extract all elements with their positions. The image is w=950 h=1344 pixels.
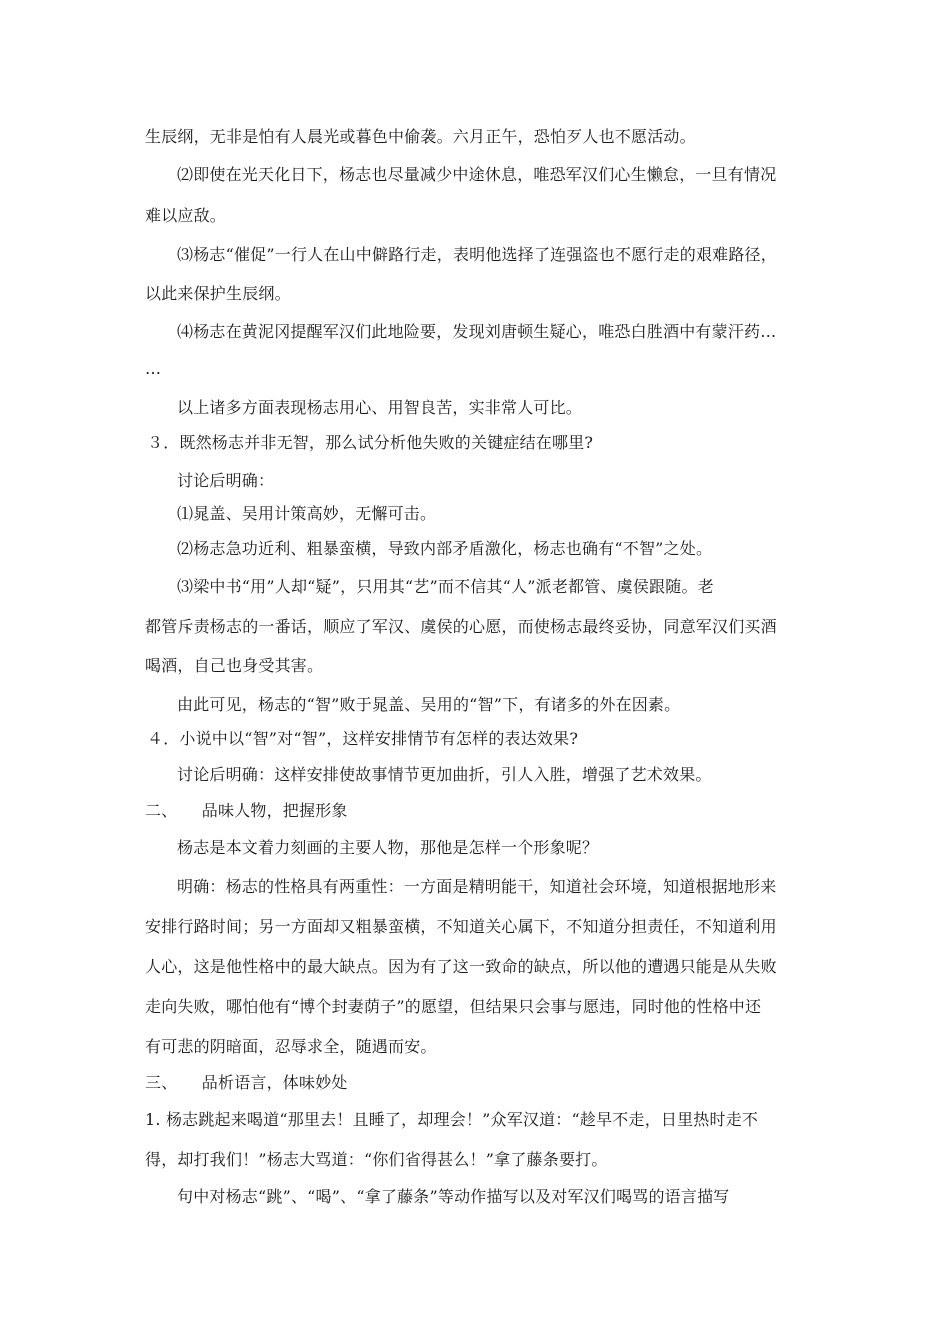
text-line: ⑴晁盖、吴用计策高妙，无懈可击。 — [177, 504, 437, 523]
section-heading: 三、 品析语言，体味妙处 — [145, 1073, 348, 1092]
text-line: 明确：杨志的性格具有两重性：一方面是精明能干，知道社会环境，知道根据地形来 — [177, 877, 777, 896]
text-line: ⑶杨志“催促”一行人在山中僻路行走，表明他选择了连强盗也不愿行走的艰难路径， — [177, 245, 777, 264]
text-line: 讨论后明确：这样安排使故事情节更加曲折，引人入胜，增强了艺术效果。 — [177, 765, 712, 784]
text-line: 讨论后明确： — [177, 471, 275, 490]
text-line: 难以应敌。 — [145, 206, 227, 225]
text-line: ⑵杨志急功近利、粗暴蛮横，导致内部矛盾激化，杨志也确有“不智”之处。 — [177, 539, 713, 558]
text-line: ⑶梁中书“用”人却“疑”，只用其“艺”而不信其“人”派老都管、虞侯跟随。老 — [177, 577, 714, 596]
text-line: 走向失败，哪怕他有“博个封妻荫子”的愿望，但结果只会事与愿违，同时他的性格中还 — [145, 997, 762, 1016]
text-line: 生辰纲，无非是怕有人晨光或暮色中偷袭。六月正午，恐怕歹人也不愿活动。 — [145, 127, 696, 146]
section-heading: 二、 品味人物，把握形象 — [145, 801, 348, 820]
question-heading: ４．小说中以“智”对“智”，这样安排情节有怎样的表达效果? — [147, 729, 579, 748]
text-line: ⑵即使在光天化日下，杨志也尽量减少中途休息，唯恐军汉们心生懒怠，一旦有情况 — [177, 165, 777, 184]
text-line: 得，却打我们！”杨志大骂道：“你们省得甚么！”拿了藤条要打。 — [145, 1150, 608, 1169]
text-line: ⑷杨志在黄泥冈提醒军汉们此地险要，发现刘唐顿生疑心，唯恐白胜酒中有蒙汗药… — [177, 322, 777, 341]
text-line: 杨志是本文着力刻画的主要人物，那他是怎样一个形象呢？ — [177, 838, 599, 857]
text-line: 安排行路时间；另一方面却又粗暴蛮横，不知道关心属下，不知道分担责任，不知道利用 — [145, 917, 777, 936]
text-line: 有可悲的阴暗面，忍辱求全，随遇而安。 — [145, 1037, 437, 1056]
question-heading: ３．既然杨志并非无智，那么试分析他失败的关键症结在哪里? — [147, 433, 594, 452]
text-line: 以上诸多方面表现杨志用心、用智良苦，实非常人可比。 — [177, 398, 583, 417]
text-line: … — [145, 359, 162, 378]
text-line: 由此可见，杨志的“智”败于晁盖、吴用的“智”下，有诸多的外在因素。 — [177, 695, 681, 714]
text-line: 喝酒，自己也身受其害。 — [145, 656, 324, 675]
text-line: 以此来保护生辰纲。 — [145, 284, 291, 303]
text-line: 句中对杨志“跳”、“喝”、“拿了藤条”等动作描写以及对军汉们喝骂的语言描写 — [177, 1187, 730, 1206]
text-line: 人心，这是他性格中的最大缺点。因为有了这一致命的缺点，所以他的遭遇只能是从失败 — [145, 957, 777, 976]
text-line: 1. 杨志跳起来喝道“那里去！且睡了，却理会！”众军汉道：“趁早不走，日里热时走不 — [145, 1110, 759, 1129]
text-line: 都管斥责杨志的一番话，顺应了军汉、虞侯的心愿，而使杨志最终妥协，同意军汉们买酒 — [145, 617, 777, 636]
